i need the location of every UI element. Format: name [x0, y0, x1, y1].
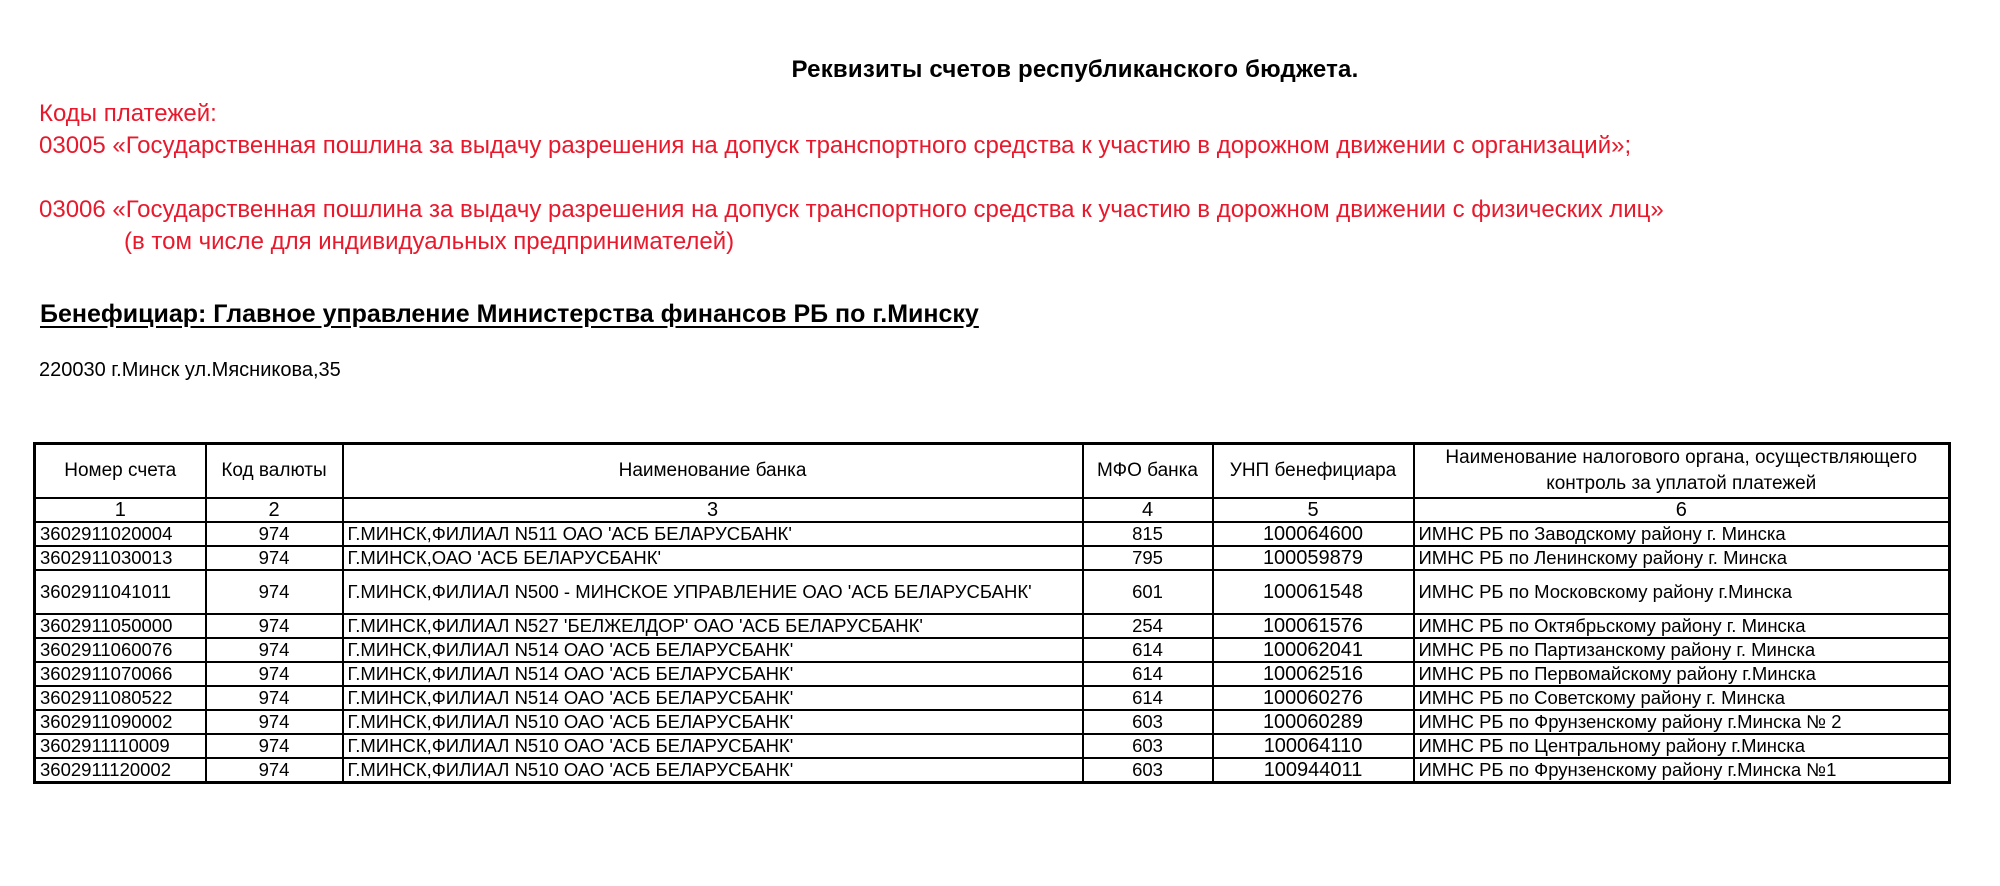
- beneficiary-unp-cell: 100062041: [1213, 638, 1414, 662]
- table-row: [35, 546, 1950, 570]
- payment-codes-label: Коды платежей:: [39, 100, 217, 127]
- bank-name-cell: Г.МИНСК,ФИЛИАЛ N514 ОАО 'АСБ БЕЛАРУСБАНК': [343, 638, 1083, 662]
- header-beneficiary-unp: УНП бенефициара: [1213, 444, 1414, 499]
- currency-code-cell: 974: [206, 710, 343, 734]
- table-row: [35, 614, 1950, 638]
- bank-mfo-cell: 603: [1083, 758, 1213, 783]
- tax-authority-cell: ИМНС РБ по Октябрьскому району г. Минска: [1414, 614, 1950, 638]
- bank-name-cell: Г.МИНСК,ФИЛИАЛ N500 - МИНСКОЕ УПРАВЛЕНИЕ ОАО 'АСБ БЕЛАРУСБАНК': [343, 570, 1083, 614]
- account-number-cell: 3602911120002: [35, 758, 206, 783]
- bank-name-cell: Г.МИНСК,ФИЛИАЛ N514 ОАО 'АСБ БЕЛАРУСБАНК': [343, 662, 1083, 686]
- header-bank-name: Наименование банка: [343, 444, 1083, 499]
- beneficiary-unp-cell: 100064110: [1213, 734, 1414, 758]
- tax-authority-cell: ИМНС РБ по Советскому району г. Минска: [1414, 686, 1950, 710]
- header-tax-authority: Наименование налогового органа, осуществляющего контроль за уплатой платежей: [1414, 444, 1950, 499]
- table-row: [35, 710, 1950, 734]
- column-number: 6: [1414, 498, 1950, 522]
- bank-mfo-cell: 614: [1083, 638, 1213, 662]
- beneficiary-unp-cell: 100061548: [1213, 570, 1414, 614]
- beneficiary-unp-cell: 100060276: [1213, 686, 1414, 710]
- bank-name-cell: Г.МИНСК,ОАО 'АСБ БЕЛАРУСБАНК': [343, 546, 1083, 570]
- table-row: [35, 686, 1950, 710]
- bank-name-cell: Г.МИНСК,ФИЛИАЛ N510 ОАО 'АСБ БЕЛАРУСБАНК': [343, 710, 1083, 734]
- account-number-cell: 3602911070066: [35, 662, 206, 686]
- bank-mfo-cell: 601: [1083, 570, 1213, 614]
- payment-code-03005: 03005 «Государственная пошлина за выдачу разрешения на допуск транспортного средства к участию в дорожном движении с организаций»;: [39, 132, 1632, 159]
- account-number-cell: 3602911050000: [35, 614, 206, 638]
- currency-code-cell: 974: [206, 570, 343, 614]
- bank-mfo-cell: 614: [1083, 662, 1213, 686]
- column-number: 4: [1083, 498, 1213, 522]
- account-number-cell: 3602911080522: [35, 686, 206, 710]
- table-row: [35, 638, 1950, 662]
- tax-authority-cell: ИМНС РБ по Ленинскому району г. Минска: [1414, 546, 1950, 570]
- currency-code-cell: 974: [206, 686, 343, 710]
- bank-mfo-cell: 795: [1083, 546, 1213, 570]
- bank-name-cell: Г.МИНСК,ФИЛИАЛ N527 'БЕЛЖЕЛДОР' ОАО 'АСБ БЕЛАРУСБАНК': [343, 614, 1083, 638]
- accounts-table: [33, 442, 1951, 784]
- currency-code-cell: 974: [206, 546, 343, 570]
- currency-code-cell: 974: [206, 758, 343, 783]
- beneficiary-unp-cell: 100061576: [1213, 614, 1414, 638]
- table-header-row: [35, 444, 1950, 499]
- bank-name-cell: Г.МИНСК,ФИЛИАЛ N510 ОАО 'АСБ БЕЛАРУСБАНК': [343, 734, 1083, 758]
- page-title: Реквизиты счетов республиканского бюджета.: [791, 56, 1359, 83]
- bank-mfo-cell: 603: [1083, 710, 1213, 734]
- header-bank-mfo: МФО банка: [1083, 444, 1213, 499]
- account-number-cell: 3602911030013: [35, 546, 206, 570]
- beneficiary-unp-cell: 100060289: [1213, 710, 1414, 734]
- bank-mfo-cell: 603: [1083, 734, 1213, 758]
- column-numbers-row: [35, 498, 1950, 522]
- payment-code-03006: 03006 «Государственная пошлина за выдачу разрешения на допуск транспортного средства к участию в дорожном движении с физических лиц»: [39, 196, 1664, 223]
- account-number-cell: 3602911060076: [35, 638, 206, 662]
- account-number-cell: 3602911020004: [35, 522, 206, 546]
- bank-name-cell: Г.МИНСК,ФИЛИАЛ N511 ОАО 'АСБ БЕЛАРУСБАНК': [343, 522, 1083, 546]
- column-number: 1: [35, 498, 206, 522]
- account-number-cell: 3602911090002: [35, 710, 206, 734]
- table-row: [35, 758, 1950, 783]
- bank-name-cell: Г.МИНСК,ФИЛИАЛ N514 ОАО 'АСБ БЕЛАРУСБАНК': [343, 686, 1083, 710]
- beneficiary-unp-cell: 100944011: [1213, 758, 1414, 783]
- currency-code-cell: 974: [206, 662, 343, 686]
- tax-authority-cell: ИМНС РБ по Центральному району г.Минска: [1414, 734, 1950, 758]
- tax-authority-cell: ИМНС РБ по Партизанскому району г. Минска: [1414, 638, 1950, 662]
- account-number-cell: 3602911110009: [35, 734, 206, 758]
- bank-mfo-cell: 254: [1083, 614, 1213, 638]
- table-row: [35, 570, 1950, 614]
- payment-code-03006-note: (в том числе для индивидуальных предпринимателей): [124, 228, 735, 255]
- currency-code-cell: 974: [206, 734, 343, 758]
- beneficiary-heading: Бенефициар: Главное управление Министерства финансов РБ по г.Минску: [40, 300, 979, 328]
- tax-authority-cell: ИМНС РБ по Московскому району г.Минска: [1414, 570, 1950, 614]
- bank-mfo-cell: 815: [1083, 522, 1213, 546]
- tax-authority-cell: ИМНС РБ по Фрунзенскому району г.Минска №1: [1414, 758, 1950, 783]
- bank-name-cell: Г.МИНСК,ФИЛИАЛ N510 ОАО 'АСБ БЕЛАРУСБАНК': [343, 758, 1083, 783]
- tax-authority-cell: ИМНС РБ по Заводскому району г. Минска: [1414, 522, 1950, 546]
- account-number-cell: 3602911041011: [35, 570, 206, 614]
- column-number: 2: [206, 498, 343, 522]
- table-row: [35, 734, 1950, 758]
- beneficiary-unp-cell: 100062516: [1213, 662, 1414, 686]
- bank-mfo-cell: 614: [1083, 686, 1213, 710]
- table-row: [35, 662, 1950, 686]
- column-number: 3: [343, 498, 1083, 522]
- currency-code-cell: 974: [206, 638, 343, 662]
- header-currency-code: Код валюты: [206, 444, 343, 499]
- header-account-number: Номер счета: [35, 444, 206, 499]
- beneficiary-address: 220030 г.Минск ул.Мясникова,35: [39, 359, 341, 381]
- beneficiary-unp-cell: 100064600: [1213, 522, 1414, 546]
- table-row: [35, 522, 1950, 546]
- column-number: 5: [1213, 498, 1414, 522]
- beneficiary-unp-cell: 100059879: [1213, 546, 1414, 570]
- tax-authority-cell: ИМНС РБ по Фрунзенскому району г.Минска № 2: [1414, 710, 1950, 734]
- tax-authority-cell: ИМНС РБ по Первомайскому району г.Минска: [1414, 662, 1950, 686]
- currency-code-cell: 974: [206, 522, 343, 546]
- currency-code-cell: 974: [206, 614, 343, 638]
